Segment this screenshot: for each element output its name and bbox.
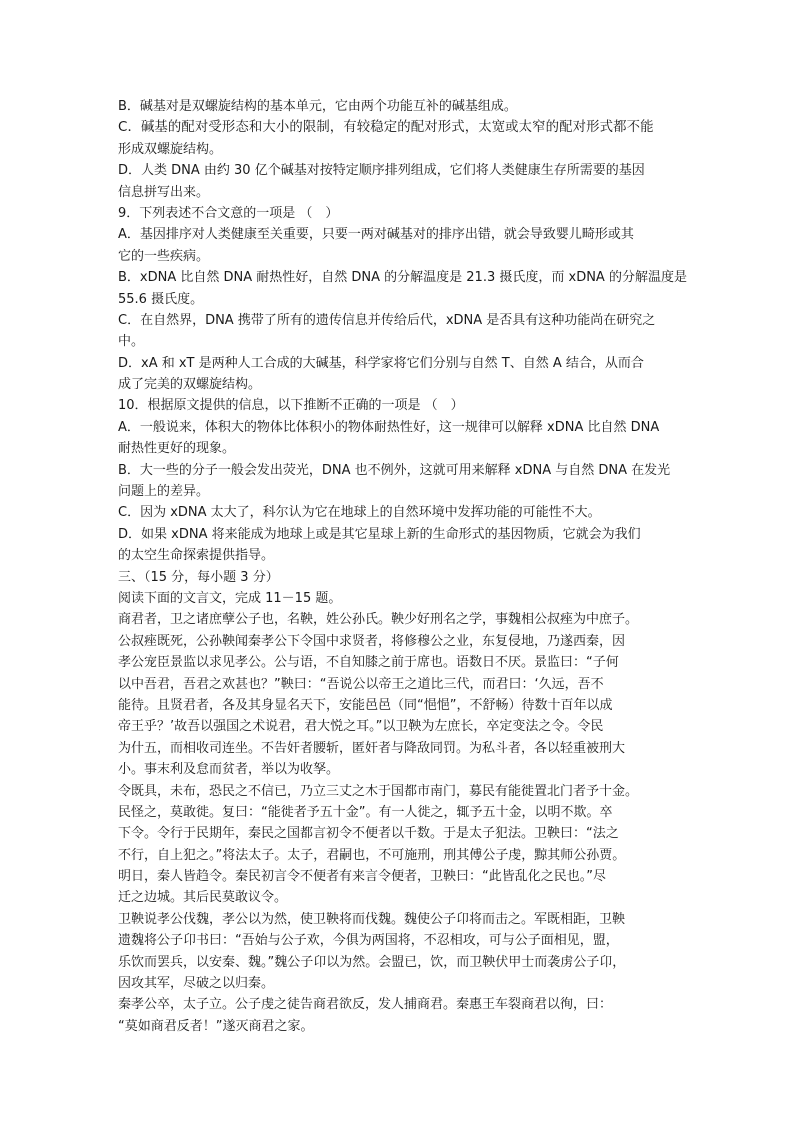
text-line: 阅读下面的文言文，完成 11－15 题。 [118, 590, 342, 606]
text-line: 成了完美的双螺旋结构。 [118, 377, 262, 393]
text-line: “莫如商君反者！”遂灭商君之家。 [118, 1018, 314, 1034]
text-line: 民怪之，莫敢徙。复曰：“能徙者予五十金”。有一人徙之，辄予五十金，以明不欺。卒 [118, 804, 613, 820]
text-line: 遗魏将公子卬书曰：“吾始与公子欢，今俱为两国将，不忍相攻，可与公子面相见，盟， [118, 933, 619, 949]
text-line: 下令。令行于民期年，秦民之国都言初令不便者以千数。于是太子犯法。卫鞅曰：“法之 [118, 826, 619, 842]
text-line: C．在自然界，DNA 携带了所有的遗传信息并传给后代，xDNA 是否具有这种功能尚在研究之 [118, 312, 656, 328]
text-line: A．基因排序对人类健康至关重要，只要一两对碱基对的排序出错，就会导致婴儿畸形或其 [118, 227, 634, 243]
text-line: 迁之边城。其后民莫敢议令。 [118, 890, 288, 906]
text-line: 的太空生命探索提供指导。 [118, 548, 275, 564]
text-line: 因攻其军，尽破之以归秦。 [118, 976, 275, 992]
text-line: 9．下列表述不合文意的一项是 （ ） [118, 205, 339, 221]
text-line: D．如果 xDNA 将来能成为地球上或是其它星球上新的生命形式的基因物质，它就会为我们 [118, 526, 641, 542]
text-line: 商君者，卫之诸庶孽公子也，名鞅，姓公孙氏。鞅少好刑名之学，事魏相公叔痤为中庶子。 [118, 612, 639, 628]
text-line: 以中吾君，吾君之欢甚也？”鞅曰：“吾说公以帝王之道比三代，而君曰：‘久远，吾不 [118, 676, 604, 692]
text-line: D．人类 DNA 由约 30 亿个碱基对按特定顺序排列组成，它们将人类健康生存所需要的基因 [118, 163, 645, 179]
text-line: 能待。且贤君者，各及其身显名天下，安能邑邑（同“悒悒”，不舒畅）待数十百年以成 [118, 697, 613, 713]
text-line: 为什五，而相收司连坐。不告奸者腰斩，匿奸者与降敌同罚。为私斗者，各以轻重被刑大 [118, 740, 626, 756]
text-line: 令既具，未布，恐民之不信已，乃立三丈之木于国都市南门，募民有能徙置北门者予十金。 [118, 783, 639, 799]
text-line: 信息拼写出来。 [118, 184, 210, 200]
text-line: 不行，自上犯之。”将法太子。太子，君嗣也，不可施刑，刑其傅公子虔，黥其师公孙贾。 [118, 847, 626, 863]
text-line: 问题上的差异。 [118, 484, 210, 500]
text-line: 55.6 摄氏度。 [118, 291, 204, 307]
text-line: 乐饮而罢兵，以安秦、魏。”魏公子卬以为然。会盟已，饮，而卫鞅伏甲士而袭虏公子卬， [118, 954, 626, 970]
text-line: C．碱基的配对受形态和大小的限制，有较稳定的配对形式，太宽或太窄的配对形式都不能 [118, 120, 654, 136]
text-line: 10．根据原文提供的信息，以下推断不正确的一项是 （ ） [118, 398, 464, 414]
text-line: 小。事末利及怠而贫者，举以为收孥。 [118, 762, 340, 778]
text-line: C．因为 xDNA 太大了，科尔认为它在地球上的自然环境中发挥功能的可能性不大。 [118, 505, 601, 521]
text-line: 中。 [118, 334, 145, 350]
text-line: A．一般说来，体积大的物体比体积小的物体耐热性好，这一规律可以解释 xDNA 比自然 DNA [118, 419, 660, 435]
text-line: 它的一些疾病。 [118, 248, 210, 264]
text-line: 形成双螺旋结构。 [118, 141, 223, 157]
text-line: 耐热性更好的现象。 [118, 441, 236, 457]
text-line: 卫鞅说孝公伐魏，孝公以为然，使卫鞅将而伐魏。魏使公子卬将而击之。军既相距，卫鞅 [118, 911, 626, 927]
text-line: 秦孝公卒，太子立。公子虔之徒告商君欲反，发人捕商君。秦惠王车裂商君以徇，曰： [118, 997, 613, 1013]
text-line: B．碱基对是双螺旋结构的基本单元，它由两个功能互补的碱基组成。 [118, 99, 517, 114]
text-line: B．大一些的分子一般会发出荧光，DNA 也不例外，这就可用来解释 xDNA 与自然 DNA 在发光 [118, 462, 671, 478]
document-body [118, 96, 687, 1037]
text-line: 帝王乎？’故吾以强国之术说君，君大悦之耳。”以卫鞅为左庶长，卒定变法之令。令民 [118, 719, 604, 735]
text-line: 公叔痤既死，公孙鞅闻秦孝公下令国中求贤者，将修穆公之业，东复侵地，乃遂西秦，因 [118, 633, 626, 649]
text-line: 孝公宠臣景监以求见孝公。公与语，不自知膝之前于席也。语数日不厌。景监曰：“子何 [118, 655, 619, 671]
text-line: D．xA 和 xT 是两种人工合成的大碱基，科学家将它们分别与自然 T、自然 A 结合，从而合 [118, 355, 644, 371]
text-line: 三、（15 分，每小题 3 分） [118, 569, 279, 585]
text-line: B．xDNA 比自然 DNA 耐热性好，自然 DNA 的分解温度是 21.3 摄氏度，而 xDNA 的分解温度是 [118, 270, 687, 286]
text-line: 明日，秦人皆趋令。秦民初言令不便者有来言令便者，卫鞅曰：“此皆乱化之民也。”尽 [118, 869, 606, 885]
